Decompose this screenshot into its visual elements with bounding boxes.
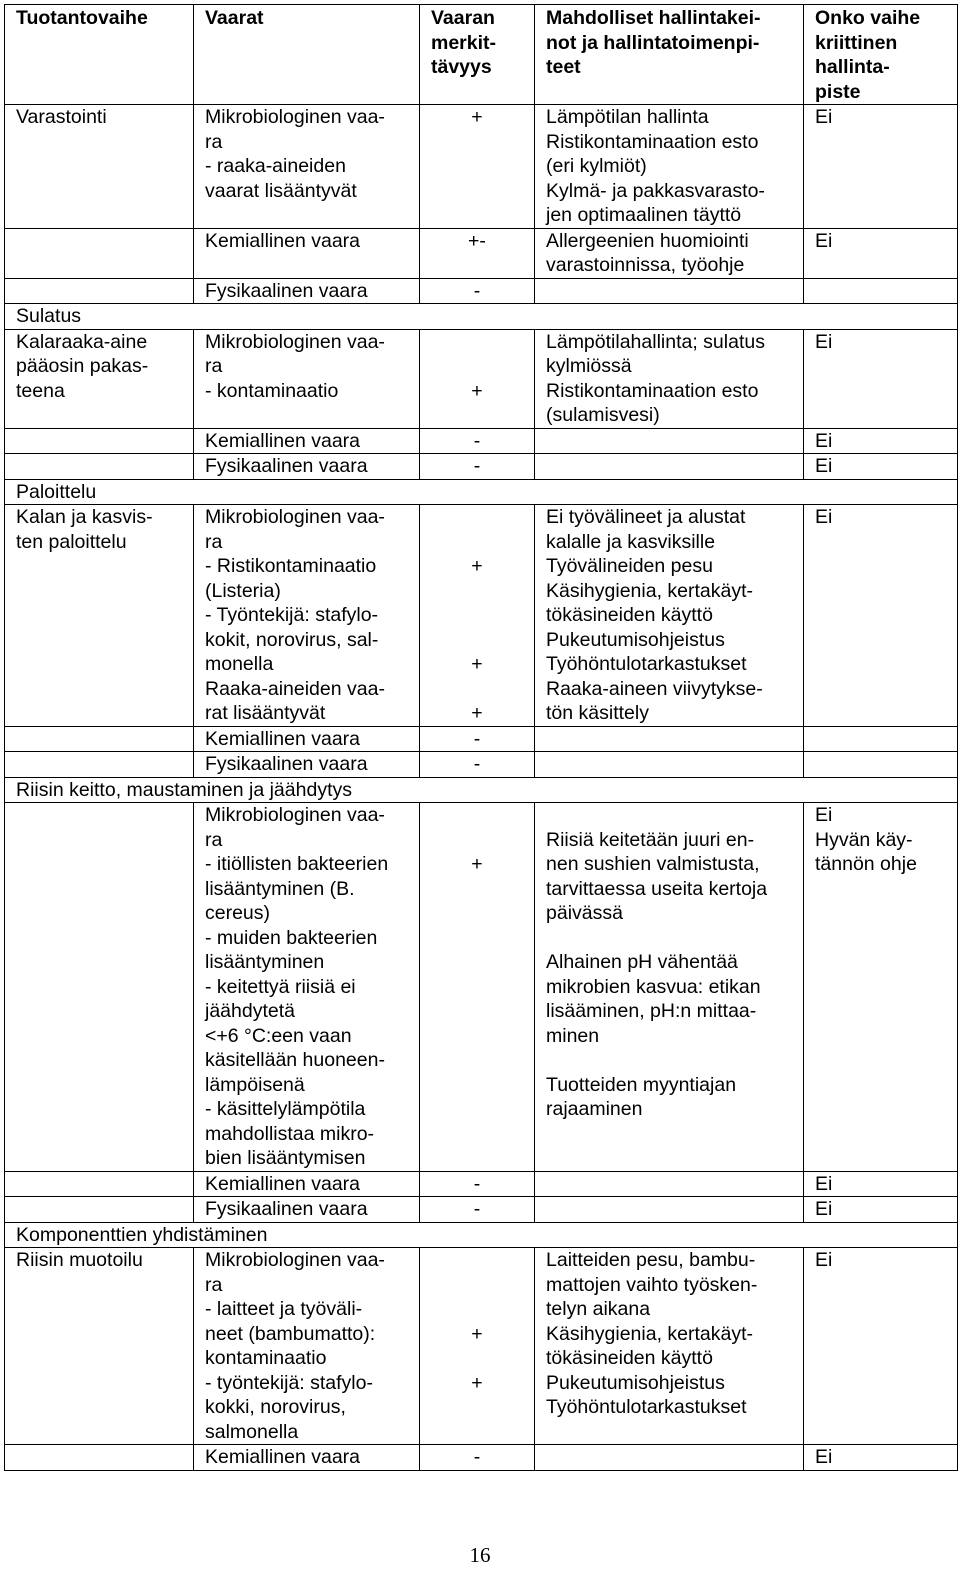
- cell-stage: [5, 105, 194, 229]
- table-row: [5, 105, 958, 229]
- cell-line: Kemiallinen vaara: [205, 1172, 361, 1195]
- cell-line: -: [473, 753, 481, 775]
- cell-line: nen sushien valmistusta,: [546, 853, 760, 875]
- cell-line: rajaaminen: [546, 1098, 643, 1120]
- section-title: Sulatus: [5, 304, 958, 330]
- cell-line: [546, 803, 803, 828]
- cell-ccp: [804, 278, 958, 304]
- header-line: Mahdolliset hallintakei-: [546, 7, 761, 29]
- header-line: Onko vaihe: [815, 7, 921, 29]
- cell-control: [535, 428, 804, 454]
- cell-line: [420, 1248, 534, 1273]
- header-control-measures: [535, 5, 804, 105]
- cell-line: (Listeria): [205, 579, 281, 602]
- cell-ccp: [804, 228, 958, 278]
- cell-hazard: [194, 278, 420, 304]
- cell-line: - muiden bakteerien: [205, 926, 378, 949]
- cell-significance: [420, 505, 535, 727]
- cell-ccp: [804, 329, 958, 428]
- cell-significance: [420, 1248, 535, 1445]
- cell-line: [420, 628, 534, 653]
- cell-line: +: [471, 555, 483, 577]
- cell-significance: [420, 278, 535, 304]
- cell-line: Ristikontaminaation esto: [546, 379, 759, 402]
- cell-line: +: [471, 1322, 483, 1345]
- cell-ccp: [804, 726, 958, 752]
- cell-line: tännön ohje: [815, 853, 917, 875]
- cell-line: Raaka-aineen viivytykse-: [546, 677, 763, 700]
- cell-line: Kemiallinen vaara: [205, 229, 361, 252]
- section-title-row: [5, 777, 958, 803]
- cell-control: [535, 505, 804, 727]
- cell-line: [546, 1048, 803, 1073]
- cell-control: [535, 454, 804, 480]
- cell-line: Tuotteiden myyntiajan: [546, 1073, 737, 1096]
- cell-line: -: [473, 1198, 481, 1220]
- cell-line: Raaka-aineiden vaa-: [205, 677, 385, 700]
- cell-line: - itiöllisten bakteerien: [205, 853, 389, 875]
- cell-line: Kylmä- ja pakkasvarasto-: [546, 179, 765, 202]
- cell-control: [535, 1197, 804, 1223]
- cell-line: mahdollistaa mikro-: [205, 1122, 375, 1145]
- cell-line: Riisin muotoilu: [16, 1249, 143, 1271]
- cell-stage: [5, 1171, 194, 1197]
- cell-line: +: [471, 702, 483, 724]
- cell-line: - Työntekijä: stafylo-: [205, 604, 379, 626]
- cell-line: -: [473, 1172, 481, 1195]
- cell-ccp: [804, 803, 958, 1172]
- cell-line: [420, 505, 534, 530]
- cell-line: Ei: [815, 804, 833, 826]
- cell-ccp: [804, 1197, 958, 1223]
- cell-line: lämpöisenä: [205, 1073, 305, 1096]
- section-title-row: [5, 304, 958, 330]
- cell-line: käsitellään huoneen-: [205, 1049, 385, 1071]
- cell-hazard: [194, 1248, 420, 1445]
- cell-control: [535, 1171, 804, 1197]
- cell-significance: [420, 752, 535, 778]
- table-row: [5, 278, 958, 304]
- cell-line: -: [473, 429, 481, 452]
- cell-line: +: [471, 379, 483, 402]
- header-line: tävyys: [431, 56, 492, 78]
- cell-line: (sulamisvesi): [546, 404, 660, 426]
- cell-stage: [5, 803, 194, 1172]
- cell-line: Mikrobiologinen vaa-: [205, 1249, 385, 1271]
- cell-line: Ei: [815, 330, 833, 353]
- cell-ccp: [804, 1171, 958, 1197]
- header-line: hallinta-: [815, 56, 890, 78]
- cell-line: - laitteet ja työväli-: [205, 1298, 363, 1320]
- cell-line: Lämpötilan hallinta: [546, 106, 709, 128]
- cell-line: [420, 677, 534, 702]
- cell-significance: [420, 1171, 535, 1197]
- header-line: Vaarat: [205, 7, 264, 29]
- section-title: Paloittelu: [5, 479, 958, 505]
- cell-significance: [420, 1197, 535, 1223]
- cell-line: jen optimaalinen täyttö: [546, 204, 742, 226]
- cell-line: minen: [546, 1024, 600, 1047]
- cell-stage: [5, 505, 194, 727]
- cell-line: tön käsittely: [546, 702, 649, 724]
- cell-line: Lämpötilahallinta; sulatus: [546, 330, 765, 353]
- cell-hazard: [194, 228, 420, 278]
- cell-line: +-: [468, 229, 486, 252]
- cell-ccp: [804, 505, 958, 727]
- cell-control: [535, 1445, 804, 1471]
- section-title-row: [5, 479, 958, 505]
- cell-line: päivässä: [546, 902, 623, 924]
- table-row: [5, 1445, 958, 1471]
- cell-line: - Ristikontaminaatio: [205, 555, 377, 577]
- cell-ccp: [804, 752, 958, 778]
- haccp-table: [4, 4, 958, 1471]
- cell-line: +: [471, 653, 483, 675]
- cell-line: Mikrobiologinen vaa-: [205, 330, 385, 353]
- cell-stage: [5, 1248, 194, 1445]
- cell-line: neet (bambumatto):: [205, 1322, 376, 1345]
- table-row: [5, 1171, 958, 1197]
- section-title: Komponenttien yhdistäminen: [5, 1222, 958, 1248]
- cell-line: kokit, norovirus, sal-: [205, 628, 379, 651]
- cell-line: rat lisääntyvät: [205, 702, 326, 724]
- cell-line: Riisiä keitetään juuri en-: [546, 828, 755, 851]
- cell-line: mattojen vaihto työsken-: [546, 1273, 758, 1296]
- cell-line: (eri kylmiöt): [546, 155, 647, 177]
- header-hazards: [194, 5, 420, 105]
- cell-line: tarvittaessa useita kertoja: [546, 877, 768, 900]
- cell-hazard: [194, 1197, 420, 1223]
- cell-line: Laitteiden pesu, bambu-: [546, 1249, 756, 1271]
- cell-line: ra: [205, 1273, 223, 1296]
- cell-line: tökäsineiden käyttö: [546, 1347, 713, 1369]
- cell-ccp: [804, 1248, 958, 1445]
- cell-control: [535, 329, 804, 428]
- cell-line: Fysikaalinen vaara: [205, 753, 368, 775]
- header-critical-control-point: [804, 5, 958, 105]
- cell-line: ra: [205, 355, 223, 377]
- header-line: merkit-: [431, 31, 497, 54]
- cell-line: +: [471, 1371, 483, 1394]
- cell-line: tökäsineiden käyttö: [546, 604, 713, 626]
- cell-stage: [5, 752, 194, 778]
- cell-significance: [420, 1445, 535, 1471]
- cell-line: Työhöntulotarkastukset: [546, 1396, 747, 1418]
- cell-line: Kemiallinen vaara: [205, 1446, 361, 1468]
- header-line: not ja hallintatoimenpi-: [546, 31, 760, 54]
- cell-control: [535, 726, 804, 752]
- cell-line: vaarat lisääntyvät: [205, 179, 357, 202]
- table-row: [5, 505, 958, 727]
- cell-line: - työntekijä: stafylo-: [205, 1371, 373, 1394]
- cell-line: Käsihygienia, kertakäyt-: [546, 579, 754, 602]
- cell-line: kylmiössä: [546, 355, 632, 377]
- cell-line: Fysikaalinen vaara: [205, 279, 368, 302]
- cell-ccp: [804, 1445, 958, 1471]
- cell-hazard: [194, 726, 420, 752]
- cell-line: Ei: [815, 429, 833, 452]
- cell-line: Kalan ja kasvis-: [16, 506, 153, 528]
- table-row: [5, 726, 958, 752]
- cell-ccp: [804, 105, 958, 229]
- cell-line: Ei: [815, 1249, 833, 1271]
- cell-line: Alhainen pH vähentää: [546, 951, 738, 973]
- cell-line: kokki, norovirus,: [205, 1396, 346, 1418]
- cell-line: Ei: [815, 506, 833, 528]
- header-line: piste: [815, 80, 861, 103]
- table-row: [5, 1197, 958, 1223]
- cell-line: [420, 803, 534, 828]
- cell-control: [535, 803, 804, 1172]
- cell-significance: [420, 803, 535, 1172]
- cell-line: - kontaminaatio: [205, 379, 339, 402]
- cell-line: +: [471, 106, 483, 128]
- cell-line: Pukeutumisohjeistus: [546, 628, 725, 651]
- page-number: 16: [469, 1543, 491, 1567]
- header-line: Vaaran: [431, 7, 495, 29]
- cell-line: [420, 579, 534, 604]
- cell-line: Ei työvälineet ja alustat: [546, 506, 746, 528]
- cell-stage: [5, 278, 194, 304]
- cell-stage: [5, 726, 194, 752]
- cell-line: [420, 330, 534, 355]
- table-row: [5, 428, 958, 454]
- section-title-row: [5, 1222, 958, 1248]
- cell-line: Varastointi: [16, 106, 107, 128]
- cell-significance: [420, 428, 535, 454]
- cell-hazard: [194, 505, 420, 727]
- cell-stage: [5, 454, 194, 480]
- cell-line: Ei: [815, 1172, 833, 1195]
- cell-hazard: [194, 105, 420, 229]
- cell-line: pääosin pakas-: [16, 355, 149, 377]
- cell-line: Ei: [815, 1446, 833, 1468]
- cell-stage: [5, 329, 194, 428]
- cell-line: ra: [205, 530, 223, 553]
- cell-stage: [5, 228, 194, 278]
- cell-control: [535, 105, 804, 229]
- cell-hazard: [194, 803, 420, 1172]
- cell-line: Fysikaalinen vaara: [205, 455, 368, 477]
- section-title: Riisin keitto, maustaminen ja jäähdytys: [5, 777, 958, 803]
- cell-line: ten paloittelu: [16, 530, 127, 553]
- cell-control: [535, 278, 804, 304]
- cell-line: bien lisääntymisen: [205, 1147, 366, 1169]
- cell-line: lisääminen, pH:n mittaa-: [546, 1000, 757, 1022]
- cell-control: [535, 1248, 804, 1445]
- cell-line: Pukeutumisohjeistus: [546, 1371, 725, 1394]
- cell-line: Ei: [815, 455, 833, 477]
- cell-line: telyn aikana: [546, 1298, 651, 1320]
- cell-hazard: [194, 1171, 420, 1197]
- cell-significance: [420, 726, 535, 752]
- cell-line: varastoinnissa, työohje: [546, 254, 745, 276]
- cell-line: Kalaraaka-aine: [16, 330, 148, 353]
- cell-line: [420, 403, 534, 428]
- cell-line: lisääntyminen: [205, 951, 325, 973]
- cell-line: salmonella: [205, 1420, 299, 1443]
- header-significance: [420, 5, 535, 105]
- table-header-row: [5, 5, 958, 105]
- cell-ccp: [804, 428, 958, 454]
- cell-line: ra: [205, 130, 223, 153]
- cell-stage: [5, 1197, 194, 1223]
- cell-line: [420, 828, 534, 853]
- cell-hazard: [194, 752, 420, 778]
- cell-control: [535, 228, 804, 278]
- cell-significance: [420, 454, 535, 480]
- cell-line: mikrobien kasvua: etikan: [546, 975, 761, 998]
- cell-line: [420, 530, 534, 555]
- cell-line: cereus): [205, 902, 271, 924]
- cell-line: [420, 354, 534, 379]
- cell-line: -: [473, 279, 481, 302]
- header-line: Tuotantovaihe: [16, 7, 148, 29]
- cell-significance: [420, 105, 535, 229]
- cell-line: Hyvän käy-: [815, 828, 913, 851]
- cell-line: Mikrobiologinen vaa-: [205, 804, 385, 826]
- cell-stage: [5, 1445, 194, 1471]
- cell-line: Fysikaalinen vaara: [205, 1198, 368, 1220]
- cell-line: kontaminaatio: [205, 1347, 327, 1369]
- cell-line: +: [471, 853, 483, 875]
- cell-line: Mikrobiologinen vaa-: [205, 506, 385, 528]
- table-row: [5, 752, 958, 778]
- cell-ccp: [804, 454, 958, 480]
- cell-line: Työhöntulotarkastukset: [546, 653, 747, 675]
- table-row: [5, 803, 958, 1172]
- cell-hazard: [194, 329, 420, 428]
- cell-hazard: [194, 428, 420, 454]
- cell-significance: [420, 228, 535, 278]
- table-row: [5, 329, 958, 428]
- header-production-stage: [5, 5, 194, 105]
- cell-line: monella: [205, 653, 274, 675]
- cell-line: Ei: [815, 1198, 833, 1220]
- header-line: teet: [546, 56, 581, 78]
- table-body: [5, 105, 958, 1471]
- cell-line: Työvälineiden pesu: [546, 555, 713, 577]
- cell-line: [420, 1297, 534, 1322]
- cell-line: [420, 603, 534, 628]
- cell-hazard: [194, 1445, 420, 1471]
- header-line: kriittinen: [815, 31, 898, 54]
- cell-stage: [5, 428, 194, 454]
- cell-line: [546, 926, 803, 951]
- cell-line: [420, 1273, 534, 1298]
- cell-line: Kemiallinen vaara: [205, 429, 361, 452]
- cell-line: - keitettyä riisiä ei: [205, 975, 356, 998]
- cell-line: Ei: [815, 106, 833, 128]
- cell-line: <+6 °C:een vaan: [205, 1024, 352, 1047]
- cell-line: -: [473, 1446, 481, 1468]
- cell-line: ra: [205, 828, 223, 851]
- cell-line: -: [473, 455, 481, 477]
- table-row: [5, 1248, 958, 1445]
- table-row: [5, 228, 958, 278]
- cell-line: Mikrobiologinen vaa-: [205, 106, 385, 128]
- cell-line: Kemiallinen vaara: [205, 727, 361, 750]
- cell-line: [205, 403, 419, 428]
- cell-line: -: [473, 727, 481, 750]
- cell-significance: [420, 329, 535, 428]
- cell-line: - raaka-aineiden: [205, 155, 346, 177]
- cell-line: kalalle ja kasviksille: [546, 530, 716, 553]
- cell-line: jäähdytetä: [205, 1000, 295, 1022]
- cell-line: - käsittelylämpötila: [205, 1098, 366, 1120]
- cell-line: lisääntyminen (B.: [205, 877, 355, 900]
- cell-line: teena: [16, 379, 65, 402]
- cell-line: [420, 1346, 534, 1371]
- cell-hazard: [194, 454, 420, 480]
- cell-control: [535, 752, 804, 778]
- cell-line: Allergeenien huomiointi: [546, 229, 749, 252]
- cell-line: Ei: [815, 229, 833, 252]
- table-row: [5, 454, 958, 480]
- cell-line: Käsihygienia, kertakäyt-: [546, 1322, 754, 1345]
- cell-line: Ristikontaminaation esto: [546, 130, 759, 153]
